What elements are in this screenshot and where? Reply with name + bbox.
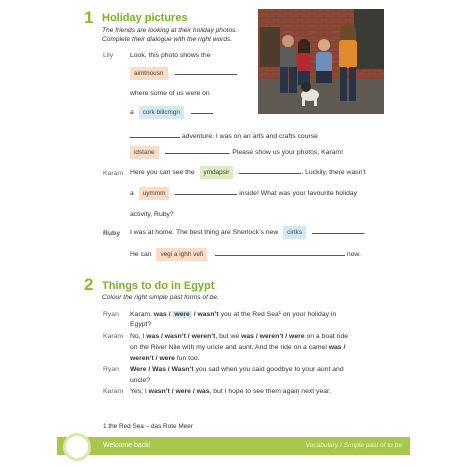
- lily-line-5: [130, 130, 318, 140]
- karam-line-2-text: inside! What was your favourite holiday: [239, 190, 358, 197]
- blank-6[interactable]: [175, 187, 237, 195]
- blank-3[interactable]: [130, 130, 180, 138]
- section2-title: Things to do in Egypt: [102, 280, 215, 292]
- choices-k1d[interactable]: weren’t / were: [130, 355, 175, 362]
- word-box-aimtnousn: aimtnousn: [130, 67, 168, 80]
- lily-line-6: [130, 146, 343, 159]
- choices-k2[interactable]: wasn’t / were / was: [148, 388, 210, 395]
- karam-line-1-end: . Luckily, there wasn’t: [301, 169, 366, 176]
- word-box-uymmm: uymmm: [139, 187, 170, 200]
- speaker-lily: Lily: [103, 52, 114, 59]
- karam3-post: , but I hope to see them again next year.: [209, 388, 331, 395]
- ruby-line-2: [130, 248, 361, 261]
- karam-line-3: activity, Ruby?: [130, 211, 174, 218]
- ryan2-post: you sad when you said goodbye to your aunt and: [195, 366, 344, 373]
- ruby-line-2-text: He can: [130, 251, 152, 258]
- lily-line-5-text: adventure. I was on an arts and crafts course: [181, 133, 318, 140]
- section1-number: 1: [84, 8, 94, 27]
- karam2-post: on a boat ride: [306, 333, 349, 340]
- word-box-idstane: idstane: [130, 146, 159, 159]
- word-box-ymdapsir: ymdapsir: [200, 166, 234, 179]
- speaker-karam: Karam: [103, 170, 124, 177]
- blank-8[interactable]: [215, 248, 345, 256]
- ruby-line-1: I was at home. The best thing are Sherlock’s new cirtks .: [130, 226, 366, 239]
- ryan2-line-2: uncle?: [130, 377, 151, 384]
- speaker-ruby: Ruby: [103, 230, 120, 237]
- blank-5[interactable]: [239, 166, 301, 174]
- karam2-line-3: [130, 355, 200, 362]
- footnote: [103, 423, 193, 430]
- photo-illustration: [258, 9, 384, 114]
- karam3-pre: Yes, I: [130, 388, 147, 395]
- section2-instruction: Colour the right simple past forms of be.: [102, 294, 219, 301]
- karam2-l3-post: fun too.: [176, 355, 200, 362]
- karam-line-1-text: Here you can see the: [130, 169, 195, 176]
- karam-line-1: [130, 166, 366, 179]
- blank-2[interactable]: [191, 106, 213, 114]
- lily-line-4: [130, 106, 213, 119]
- blank-1[interactable]: [175, 67, 237, 75]
- footer-right-label: Vocabulary / Simple past of to be: [305, 442, 402, 449]
- section1-instruction-1: The friends are looking at their holiday photos.: [102, 27, 238, 34]
- karam2-l2-pre: on the River Nile with my uncle and aunt. And the ride on a camel: [130, 344, 327, 351]
- choice-were-coloured[interactable]: were: [174, 311, 190, 318]
- karam-line-2-article: a: [130, 190, 134, 197]
- karam2-line-2: [130, 344, 345, 351]
- lily-line-1: Look, this photo shows the: [130, 52, 211, 59]
- choice-wasnt[interactable]: wasn’t: [197, 311, 219, 318]
- ruby-line-2-end: now.: [346, 251, 361, 258]
- ryan-line-1: Karam, was / were / wasn’t you at the Red Sea¹ on your holiday in: [130, 311, 337, 318]
- lily-line-2: [130, 67, 237, 80]
- blank-7[interactable]: [312, 226, 364, 234]
- page-number-circle: [63, 433, 91, 461]
- choices-k1[interactable]: was / wasn’t / weren’t: [146, 333, 216, 340]
- ryan-1-post: you at the Red Sea¹ on your holiday in: [220, 311, 337, 318]
- word-box-corkbiilcmgn: cork biilcmgn: [139, 106, 184, 119]
- footnote-translation: – das Rote Meer: [145, 423, 193, 430]
- section1-instruction-2: Complete their dialogue with the right words.: [102, 36, 233, 43]
- ryan-1-pre: Karam,: [130, 311, 152, 318]
- footer-bar: [57, 437, 410, 455]
- ryan2-line-1: [130, 366, 344, 373]
- karam2-pre: No, I: [130, 333, 145, 340]
- speaker-karam-3: Karam: [103, 388, 124, 395]
- footnote-term: 1 the Red Sea: [103, 423, 144, 430]
- choices-k1c[interactable]: was /: [328, 344, 346, 351]
- speaker-ryan-1: Ryan: [103, 311, 119, 318]
- blank-4[interactable]: [165, 146, 229, 154]
- speaker-karam-2: Karam: [103, 333, 124, 340]
- word-box-vegiaighhvefi: vegi a ighh vefi: [156, 248, 207, 261]
- word-box-cirtks: cirtks: [283, 226, 306, 239]
- section1-title: Holiday pictures: [102, 12, 188, 24]
- lily-line-4-article: a: [130, 109, 134, 116]
- choices-r2[interactable]: Were / Was / Wasn’t: [130, 366, 194, 373]
- choices-k1b[interactable]: was / weren’t / were: [241, 333, 305, 340]
- karam2-mid: , but we: [215, 333, 240, 340]
- ruby-line-1-text: I was at home. The best thing are Sherlock’s new: [130, 229, 279, 236]
- lily-line-6-text: . Please show us your photos, Karam!: [228, 149, 343, 156]
- karam2-line-1: [130, 333, 348, 340]
- karam3-line-1: [130, 388, 331, 395]
- photo-friends-with-dog: [258, 9, 384, 114]
- speaker-ryan-2: Ryan: [103, 366, 119, 373]
- lily-line-3: where some of us were on: [130, 90, 210, 97]
- karam-line-2: [130, 187, 357, 200]
- ryan-line-1b: Egypt?: [130, 321, 152, 328]
- choice-was[interactable]: was: [153, 311, 167, 318]
- section2-number: 2: [84, 275, 94, 294]
- footer-left-label: Welcome back!: [103, 442, 151, 449]
